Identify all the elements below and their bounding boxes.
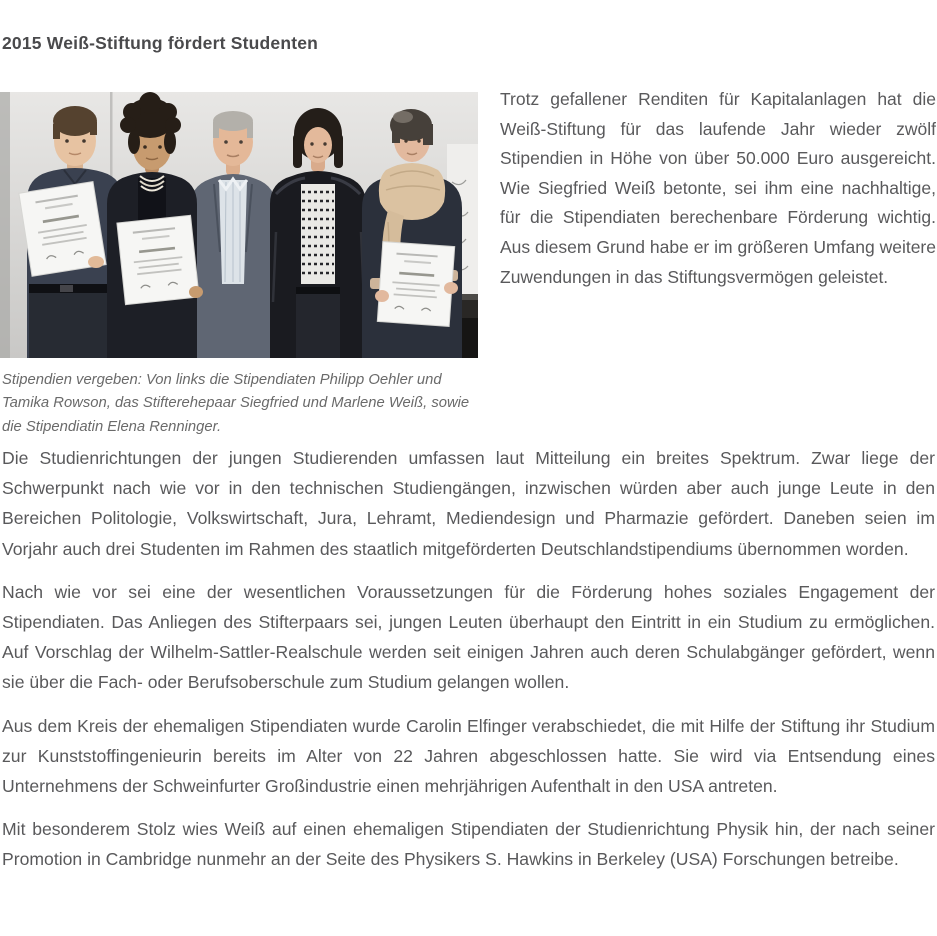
body-paragraph-1: Die Studienrichtungen der jungen Studierenden umfassen laut Mitteilung ein breites Spektrum. Zwar liege der Schwerpunkt nach wie vor in den technischen Studiengängen, inzwischen würden aber auch junge Leute in den Bereichen Politologie, Volkswirtschaft, Jura, Lehramt, Mediendesign und Pharmazie gefördert. Daneben seien im Vorjahr auch drei Studenten im Rahmen des staatlich mitgeförderten Deutschlandstipendiums übernommen worden. xyxy=(2,448,935,559)
body-paragraph-2: Nach wie vor sei eine der wesentlichen Voraussetzungen für die Förderung hohes soziales Engagement der Stipendiaten. Das Anliegen des Stifterpaars sei, jungen Leuten überhaupt den Eintritt in ein Studium zu ermöglichen. Auf Vorschlag der Wilhelm-Sattler-Realschule werden seit einigen Jahren auch deren Schulabgänger gefördert, wenn sie über die Fach- oder Berufsoberschule zum Studium gelangen wollen. xyxy=(2,581,935,693)
body-paragraph-3: Aus dem Kreis der ehemaligen Stipendiaten wurde Carolin Elfinger verabschiedet, die mit Hilfe der Stiftung ihr Studium zur Kunststoffingenieurin bereits im Alter von 22 Jahren abgeschlossen hatte. Sie wird via Entsendung eines Unternehmens der Schweinfurter Großindustrie einen mehrjährigen Aufenthalt in den USA antreten. xyxy=(2,715,935,797)
article-photo xyxy=(0,92,478,358)
page-title: 2015 Weiß-Stiftung fördert Studenten xyxy=(2,33,319,53)
body-paragraph-4: Mit besonderem Stolz wies Weiß auf einen ehemaligen Stipendiaten der Studienrichtung Physik hin, der nach seiner Promotion in Cambridge nunmehr an der Seite des Physikers S. Hawkins in Berkeley (USA) Forschungen betreibe. xyxy=(2,819,935,870)
photo-caption: Stipendien vergeben: Von links die Stipendiaten Philipp Oehler und Tamika Rowson, das Stifterehepaar Siegfried und Marlene Weiß, sowie die Stipendiatin Elena Renninger. xyxy=(2,372,470,435)
group-photo-illustration xyxy=(0,92,478,358)
certificate-2 xyxy=(117,215,199,304)
article-body xyxy=(2,443,935,888)
certificate-3 xyxy=(377,242,454,327)
wall-corner-shadow xyxy=(0,92,10,358)
intro-paragraph: Trotz gefallener Renditen für Kapitalanlagen hat die Weiß-Stiftung für das laufende Jahr wieder zwölf Stipendien in Höhe von über 50.000 Euro ausgereicht. Wie Siegfried Weiß betonte, sei ihm eine nachhaltige, für die Stipendiaten berechenbare Förderung wichtig. Aus diesem Grund habe er im größeren Umfang weitere Zuwendungen in das Stiftungsvermögen geleistet. xyxy=(500,89,936,287)
